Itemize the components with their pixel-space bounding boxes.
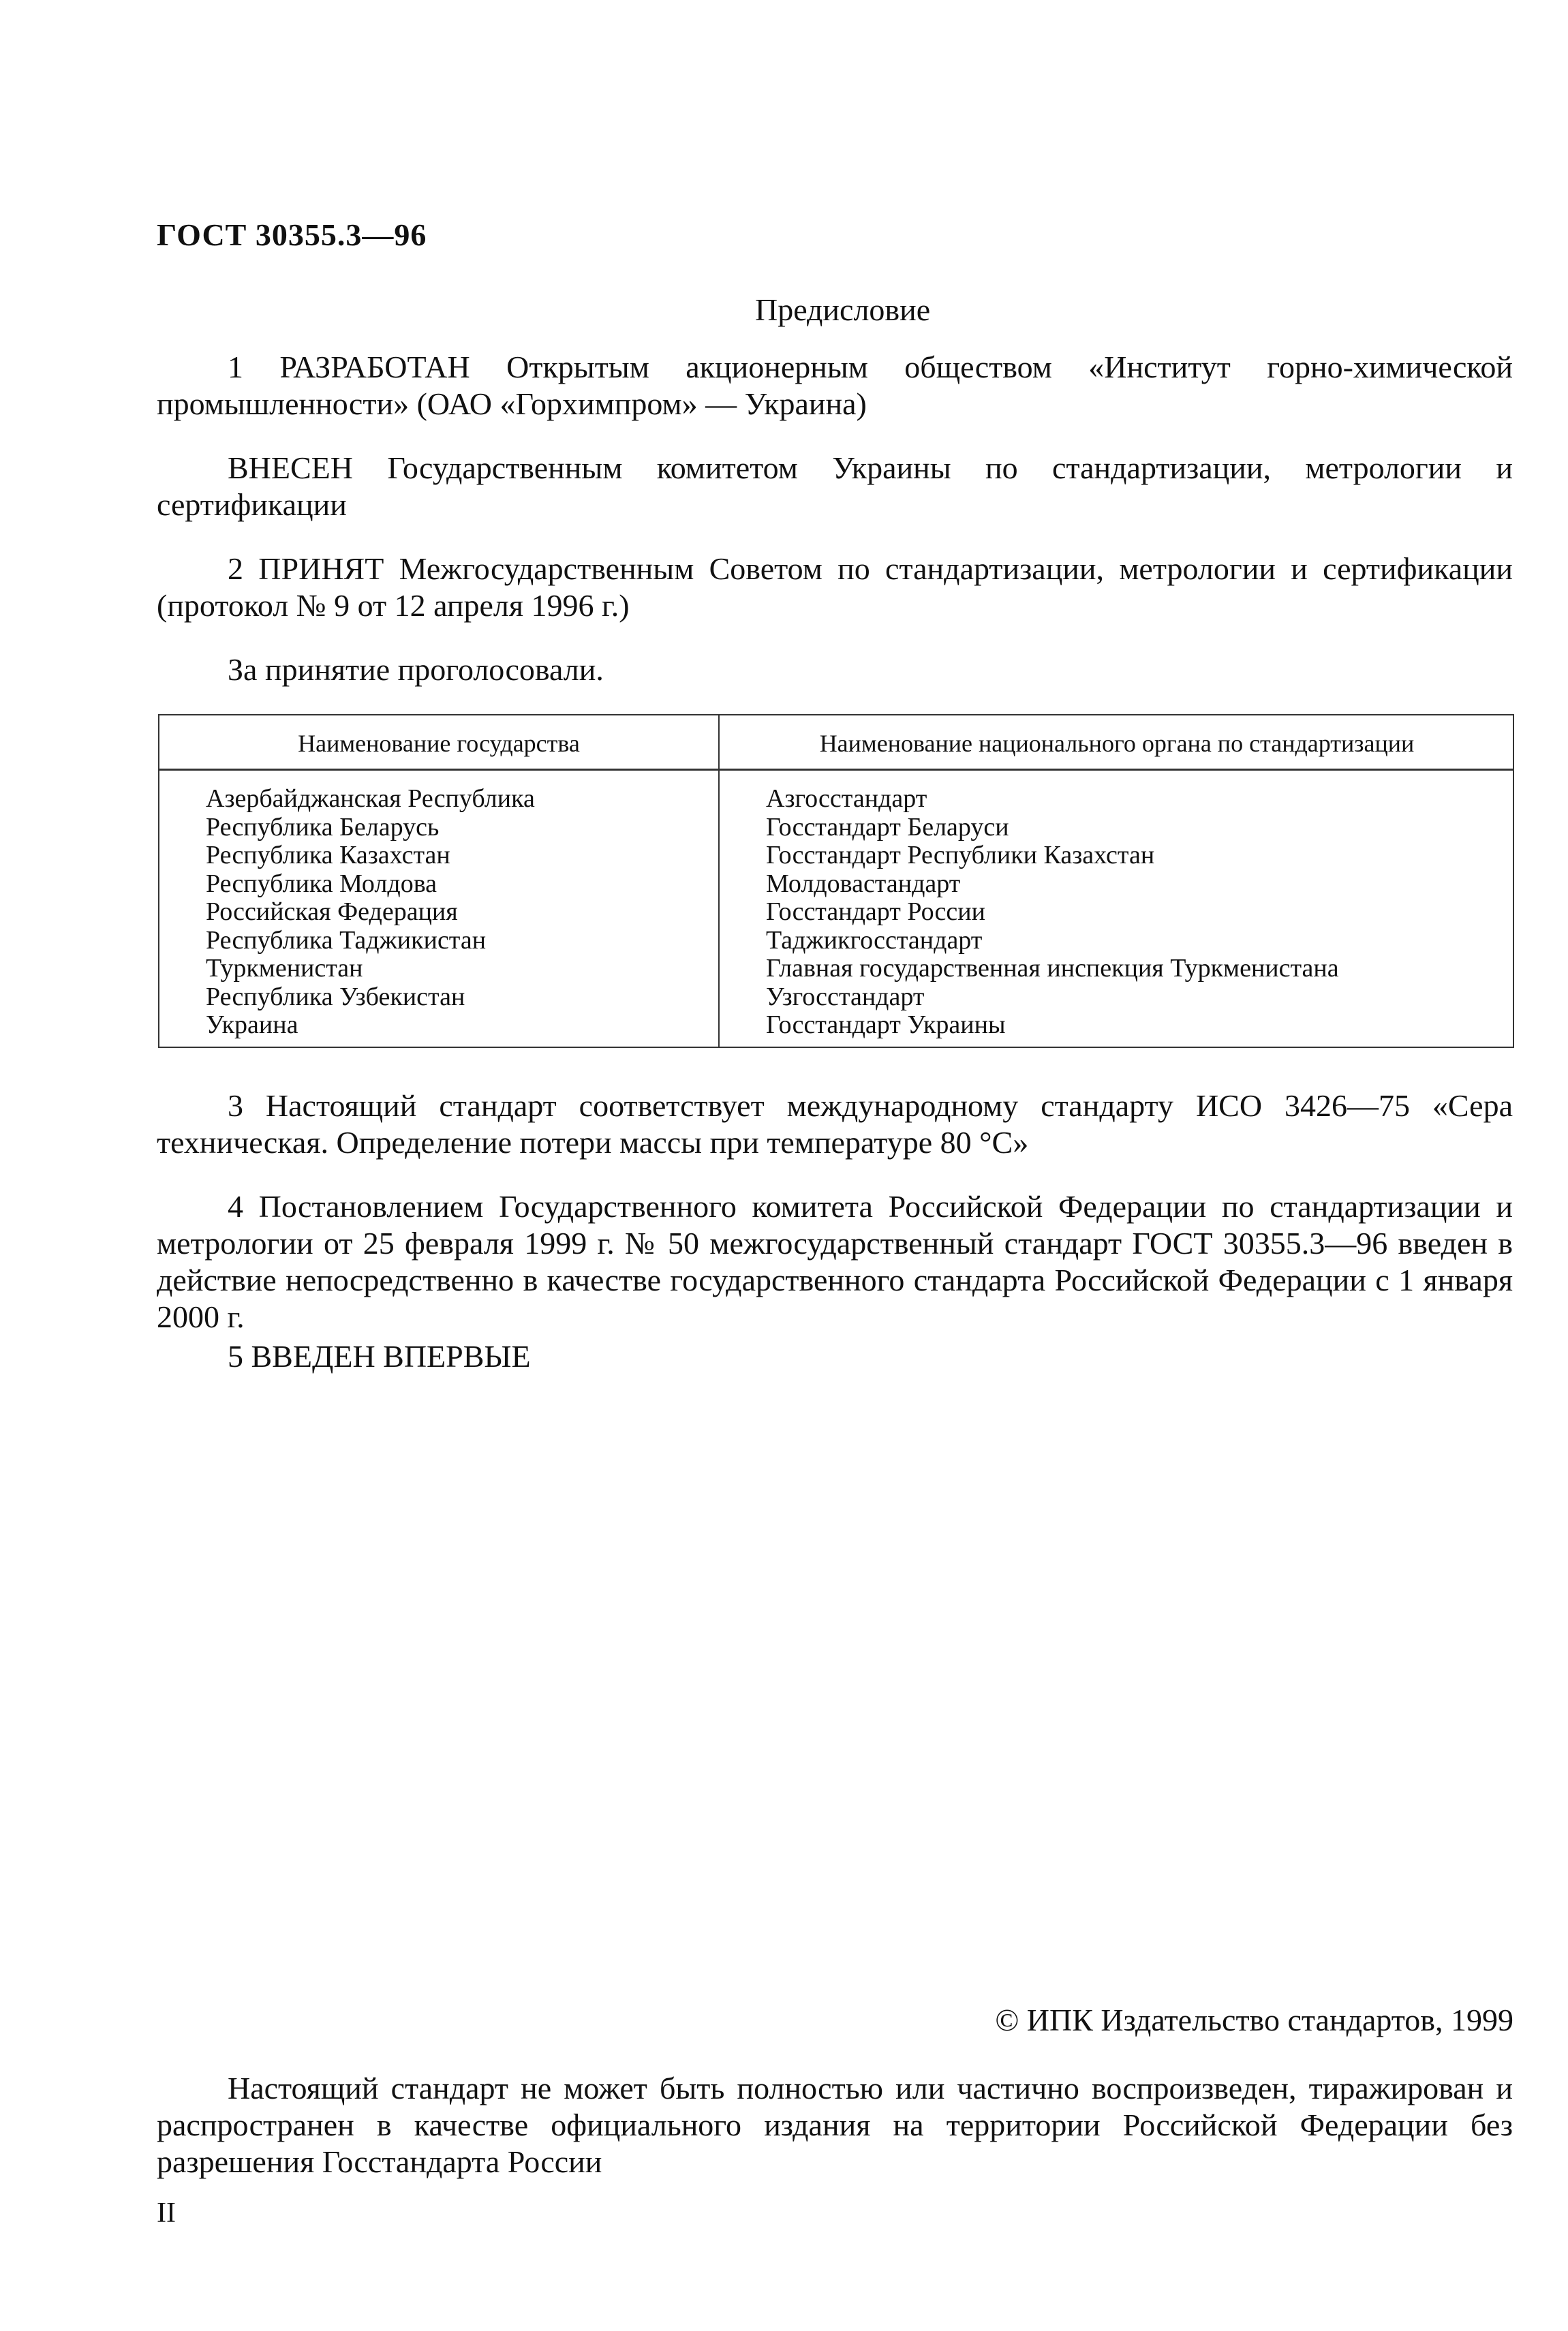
paragraph-voted-for: За принятие проголосовали. [228, 652, 604, 687]
state-name: Республика Узбекистан [206, 982, 465, 1011]
state-list [206, 785, 535, 1040]
state-name: Азербайджанская Республика [206, 784, 535, 813]
voting-table [158, 714, 1514, 1048]
state-name: Республика Таджикистан [206, 925, 487, 955]
table-header-rule [159, 769, 1513, 771]
paragraph-developed-by: 1 РАЗРАБОТАН Открытым акционерным обществом «Институт горно-химической промышленности» (ОАО «Горхимпром» — Украина) [157, 350, 1513, 421]
standards-body-name: Госстандарт Украины [766, 1010, 1006, 1039]
state-name: Российская Федерация [206, 897, 458, 926]
paragraph-introduced-by: ВНЕСЕН Государственным комитетом Украины по стандартизации, метрологии и сертификации [157, 450, 1513, 522]
table-header-standards-body: Наименование национального органа по стандартизации [819, 730, 1415, 757]
state-name: Республика Казахстан [206, 841, 450, 869]
state-name: Республика Молдова [206, 869, 437, 898]
copyright-line: © ИПК Издательство стандартов, 1999 [995, 2003, 1513, 2037]
document-code: ГОСТ 30355.3—96 [157, 217, 427, 252]
standards-body-name: Таджикгосстандарт [766, 925, 983, 955]
paragraph-enactment: 4 Постановлением Государственного комитета Российской Федерации по стандартизации и метрологии от 25 февраля 1999 г. № 50 межгосударственный стандарт ГОСТ 30355.3—96 введен в действие непосредственно в качестве государственного стандарта Российской Федерации с 1 января 2000 г. [157, 1189, 1513, 1334]
state-name: Туркменистан [206, 954, 363, 983]
standards-body-name: Главная государственная инспекция Туркменистана [766, 954, 1339, 983]
preface-title: Предисловие [755, 292, 931, 327]
standards-body-list [766, 785, 1339, 1040]
paragraph-iso-correspondence: 3 Настоящий стандарт соответствует международному стандарту ИСО 3426—75 «Сера техническая. Определение потери массы при температуре 80 °С» [157, 1088, 1513, 1160]
reproduction-notice: Настоящий стандарт не может быть полностью или частично воспроизведен, тиражирован и распространен в качестве официального издания на территории Российской Федерации без разрешения Госстандарта России [157, 2071, 1513, 2179]
page-number: II [157, 2197, 176, 2229]
standards-body-name: Госстандарт Беларуси [766, 812, 1009, 842]
state-name: Республика Беларусь [206, 812, 440, 842]
table-column-divider [718, 715, 720, 1047]
table-header-state: Наименование государства [298, 730, 580, 757]
standards-body-name: Молдовастандарт [766, 869, 961, 898]
standards-body-name: Узгосстандарт [766, 982, 925, 1011]
paragraph-adopted-by: 2 ПРИНЯТ Межгосударственным Советом по стандартизации, метрологии и сертификации (протокол № 9 от 12 апреля 1996 г.) [157, 551, 1513, 623]
standards-body-name: Азгосстандарт [766, 784, 927, 813]
state-name: Украина [206, 1010, 298, 1039]
paragraph-first-introduced: 5 ВВЕДЕН ВПЕРВЫЕ [228, 1339, 531, 1374]
standards-body-name: Госстандарт России [766, 897, 985, 926]
standards-body-name: Госстандарт Республики Казахстан [766, 841, 1155, 869]
